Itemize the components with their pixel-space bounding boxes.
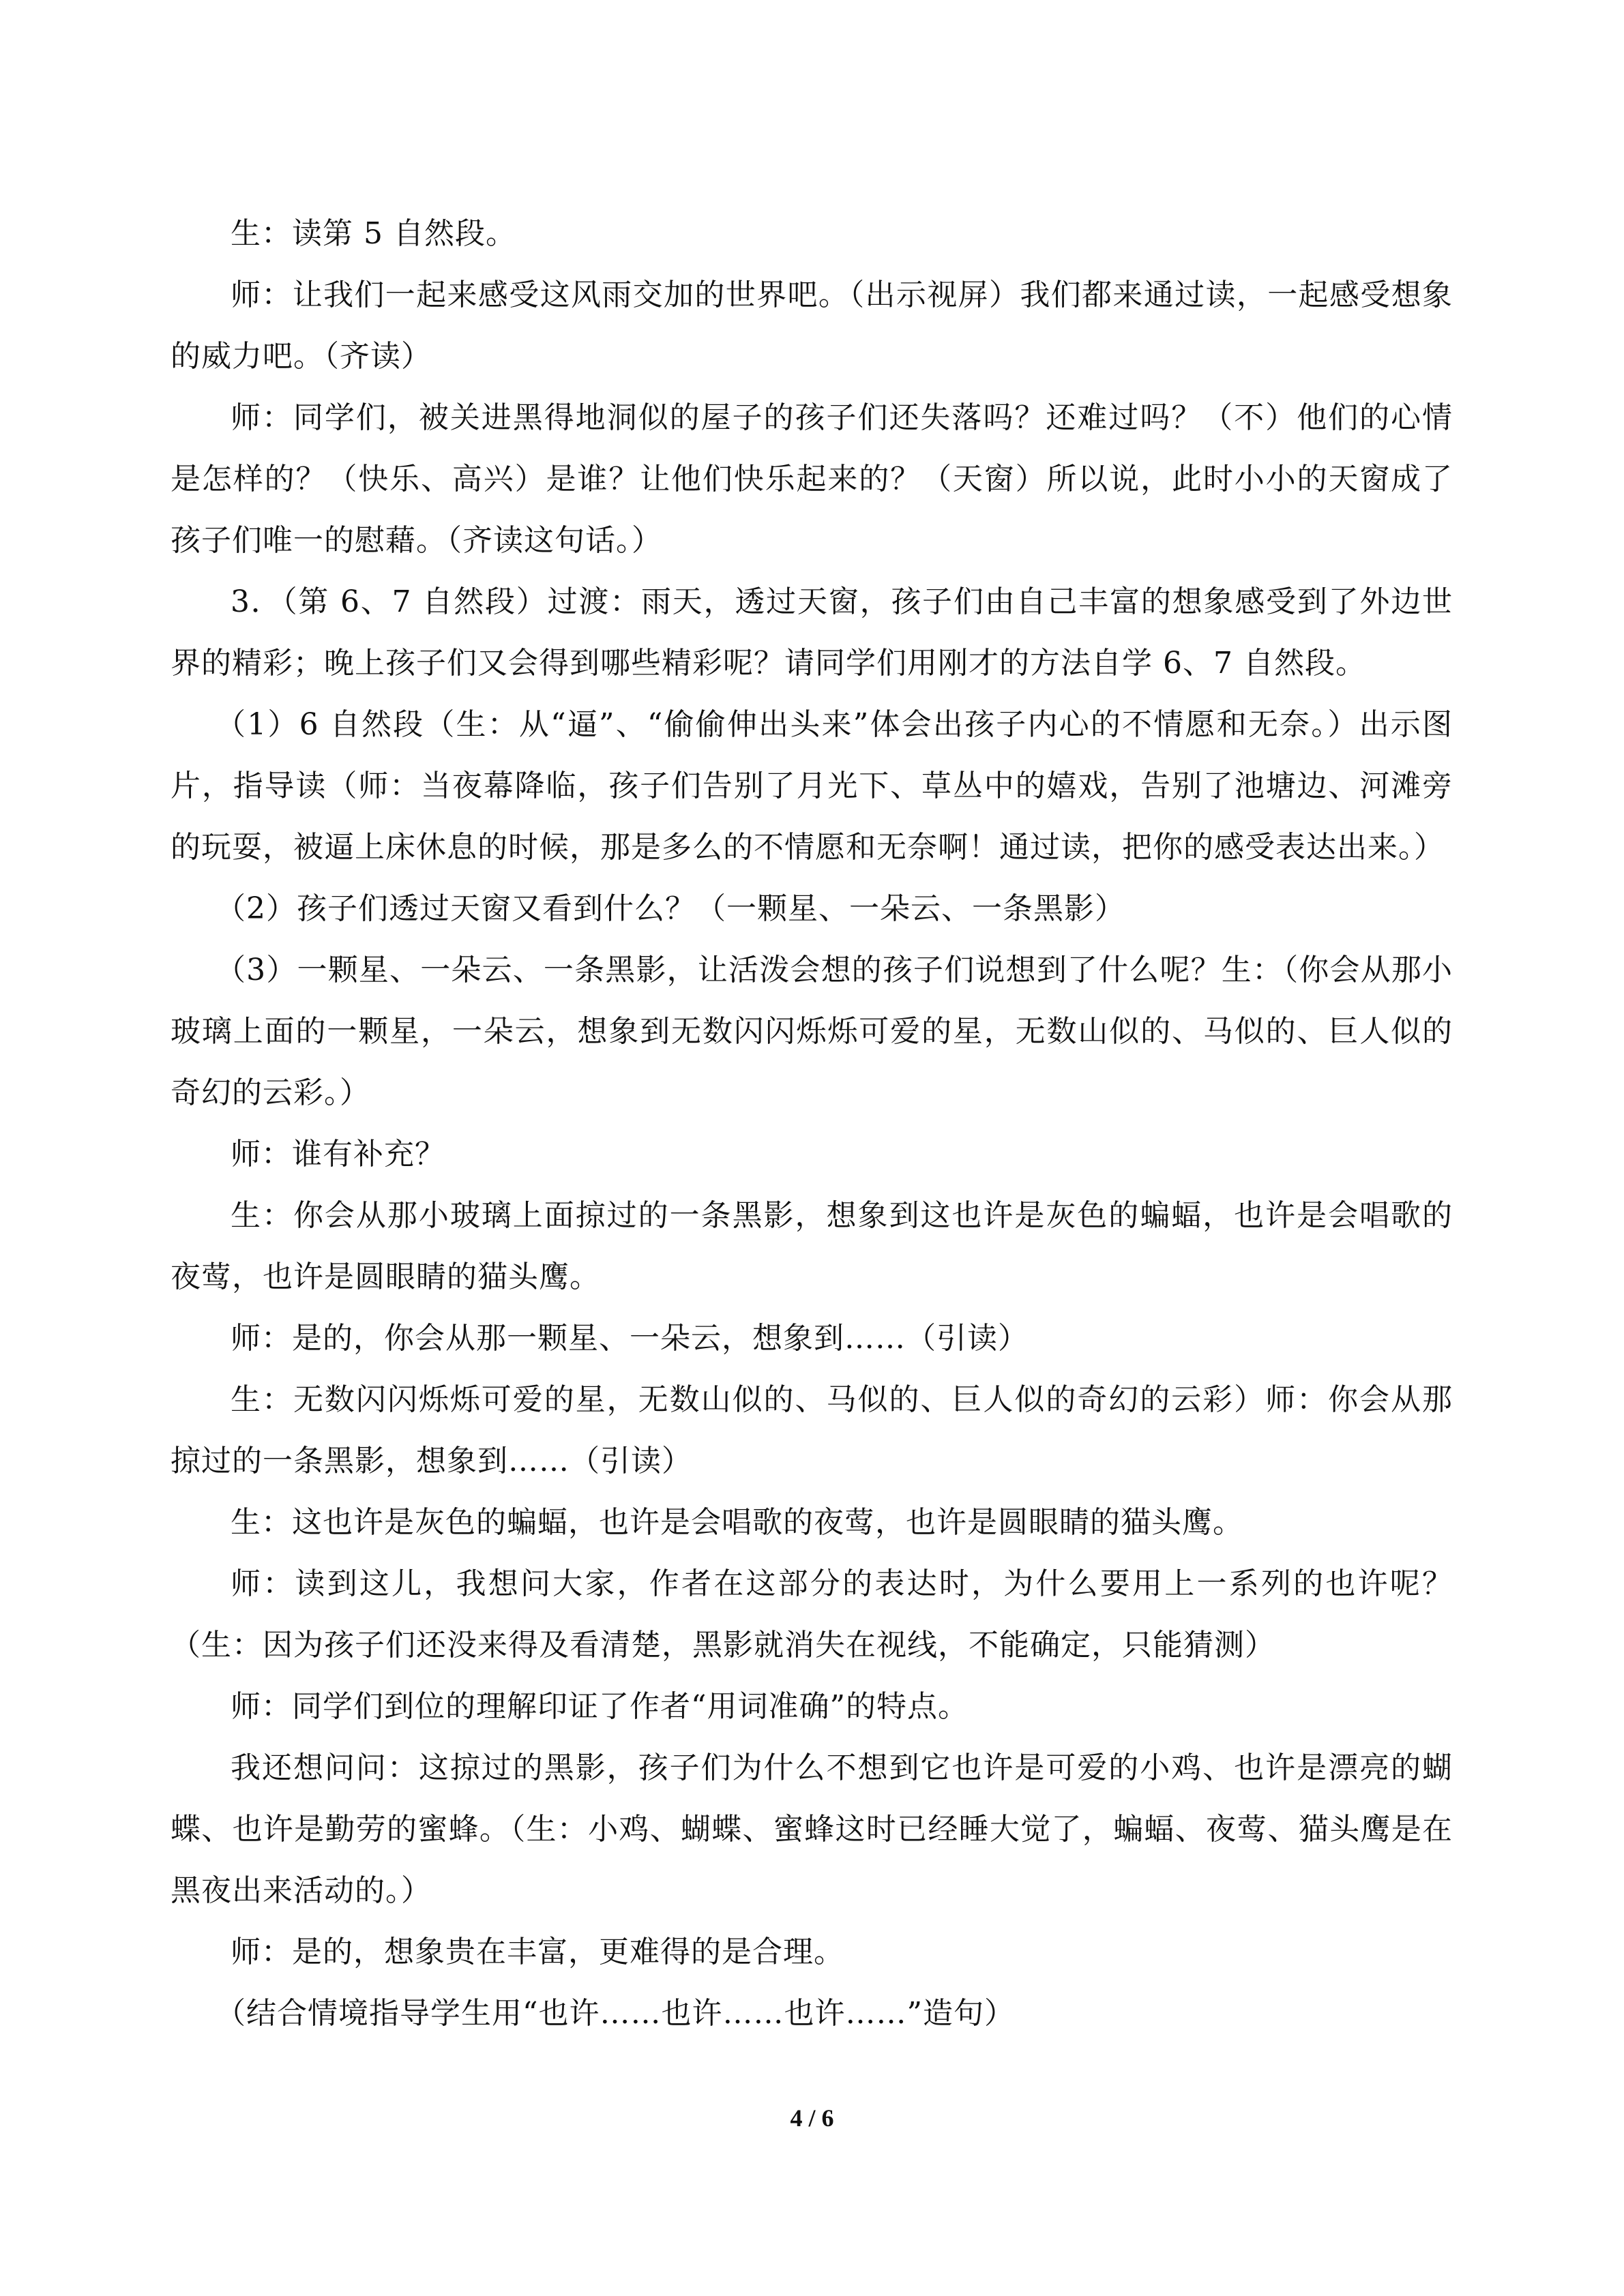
paragraph: 师：是的，想象贵在丰富，更难得的是合理。 (231, 1935, 844, 1969)
paragraph: 生：无数闪闪烁烁可爱的星，无数山似的、马似的、巨人似的奇幻的云彩）师：你会从那掠过的一条黑影，想象到……（引读） (171, 1382, 1453, 1478)
paragraph: 生：读第 5 自然段。 (231, 216, 516, 251)
paragraph: 师：谁有补充？ (231, 1137, 445, 1172)
paragraph: （结合情境指导学生用“也许……也许……也许……”造句） (216, 1996, 1015, 2031)
paragraph: 生：这也许是灰色的蝙蝠，也许是会唱歌的夜莺，也许是圆眼睛的猫头鹰。 (231, 1505, 1243, 1540)
paragraph: 师：读到这儿，我想问大家，作者在这部分的表达时，为什么要用上一系列的也许呢？（生：因为孩子们还没来得及看清楚，黑影就消失在视线，不能确定，只能猜测） (171, 1566, 1453, 1663)
paragraph: 师：同学们，被关进黑得地洞似的屋子的孩子们还失落吗？还难过吗？（不）他们的心情是怎样的？（快乐、高兴）是谁？让他们快乐起来的？（天窗）所以说，此时小小的天窗成了孩子们唯一的慰藉。（齐读这句话。） (171, 400, 1453, 558)
paragraph: （2）孩子们透过天窗又看到什么？（一颗星、一朵云、一条黑影） (216, 891, 1125, 926)
paragraph: 3．（第 6、7 自然段）过渡：雨天，透过天窗，孩子们由自己丰富的想象感受到了外边世界的精彩；晚上孩子们又会得到哪些精彩呢？请同学们用刚才的方法自学 6、7 自然段。 (171, 584, 1453, 681)
paragraph: 师：同学们到位的理解印证了作者“用词准确”的特点。 (231, 1689, 969, 1724)
paragraph: （3）一颗星、一朵云、一条黑影，让活泼会想的孩子们说想到了什么呢？生：（你会从那小玻璃上面的一颗星，一朵云，想象到无数闪闪烁烁可爱的星，无数山似的、马似的、巨人似的奇幻的云彩。） (171, 953, 1453, 1110)
paragraph: 师：让我们一起来感受这风雨交加的世界吧。（出示视屏）我们都来通过读，一起感受想象的威力吧。（齐读） (171, 278, 1453, 374)
body-text (171, 203, 1453, 2044)
paragraph: 师：是的，你会从那一颗星、一朵云，想象到……（引读） (231, 1321, 1029, 1356)
page-number: 4 / 6 (790, 2104, 834, 2132)
paragraph: 生：你会从那小玻璃上面掠过的一条黑影，想象到这也许是灰色的蝙蝠，也许是会唱歌的夜莺，也许是圆眼睛的猫头鹰。 (171, 1198, 1453, 1294)
paragraph: 我还想问问：这掠过的黑影，孩子们为什么不想到它也许是可爱的小鸡、也许是漂亮的蝴蝶、也许是勤劳的蜜蜂。（生：小鸡、蝴蝶、蜜蜂这时已经睡大觉了，蝙蝠、夜莺、猫头鹰是在黑夜出来活动的。） (171, 1750, 1453, 1908)
paragraph: （1）6 自然段（生：从“逼”、“偷偷伸出头来”体会出孩子内心的不情愿和无奈。）出示图片，指导读（师：当夜幕降临，孩子们告别了月光下、草丛中的嬉戏，告别了池塘边、河滩旁的玩耍，被逼上床休息的时候，那是多么的不情愿和无奈啊！通过读，把你的感受表达出来。） (171, 707, 1453, 865)
